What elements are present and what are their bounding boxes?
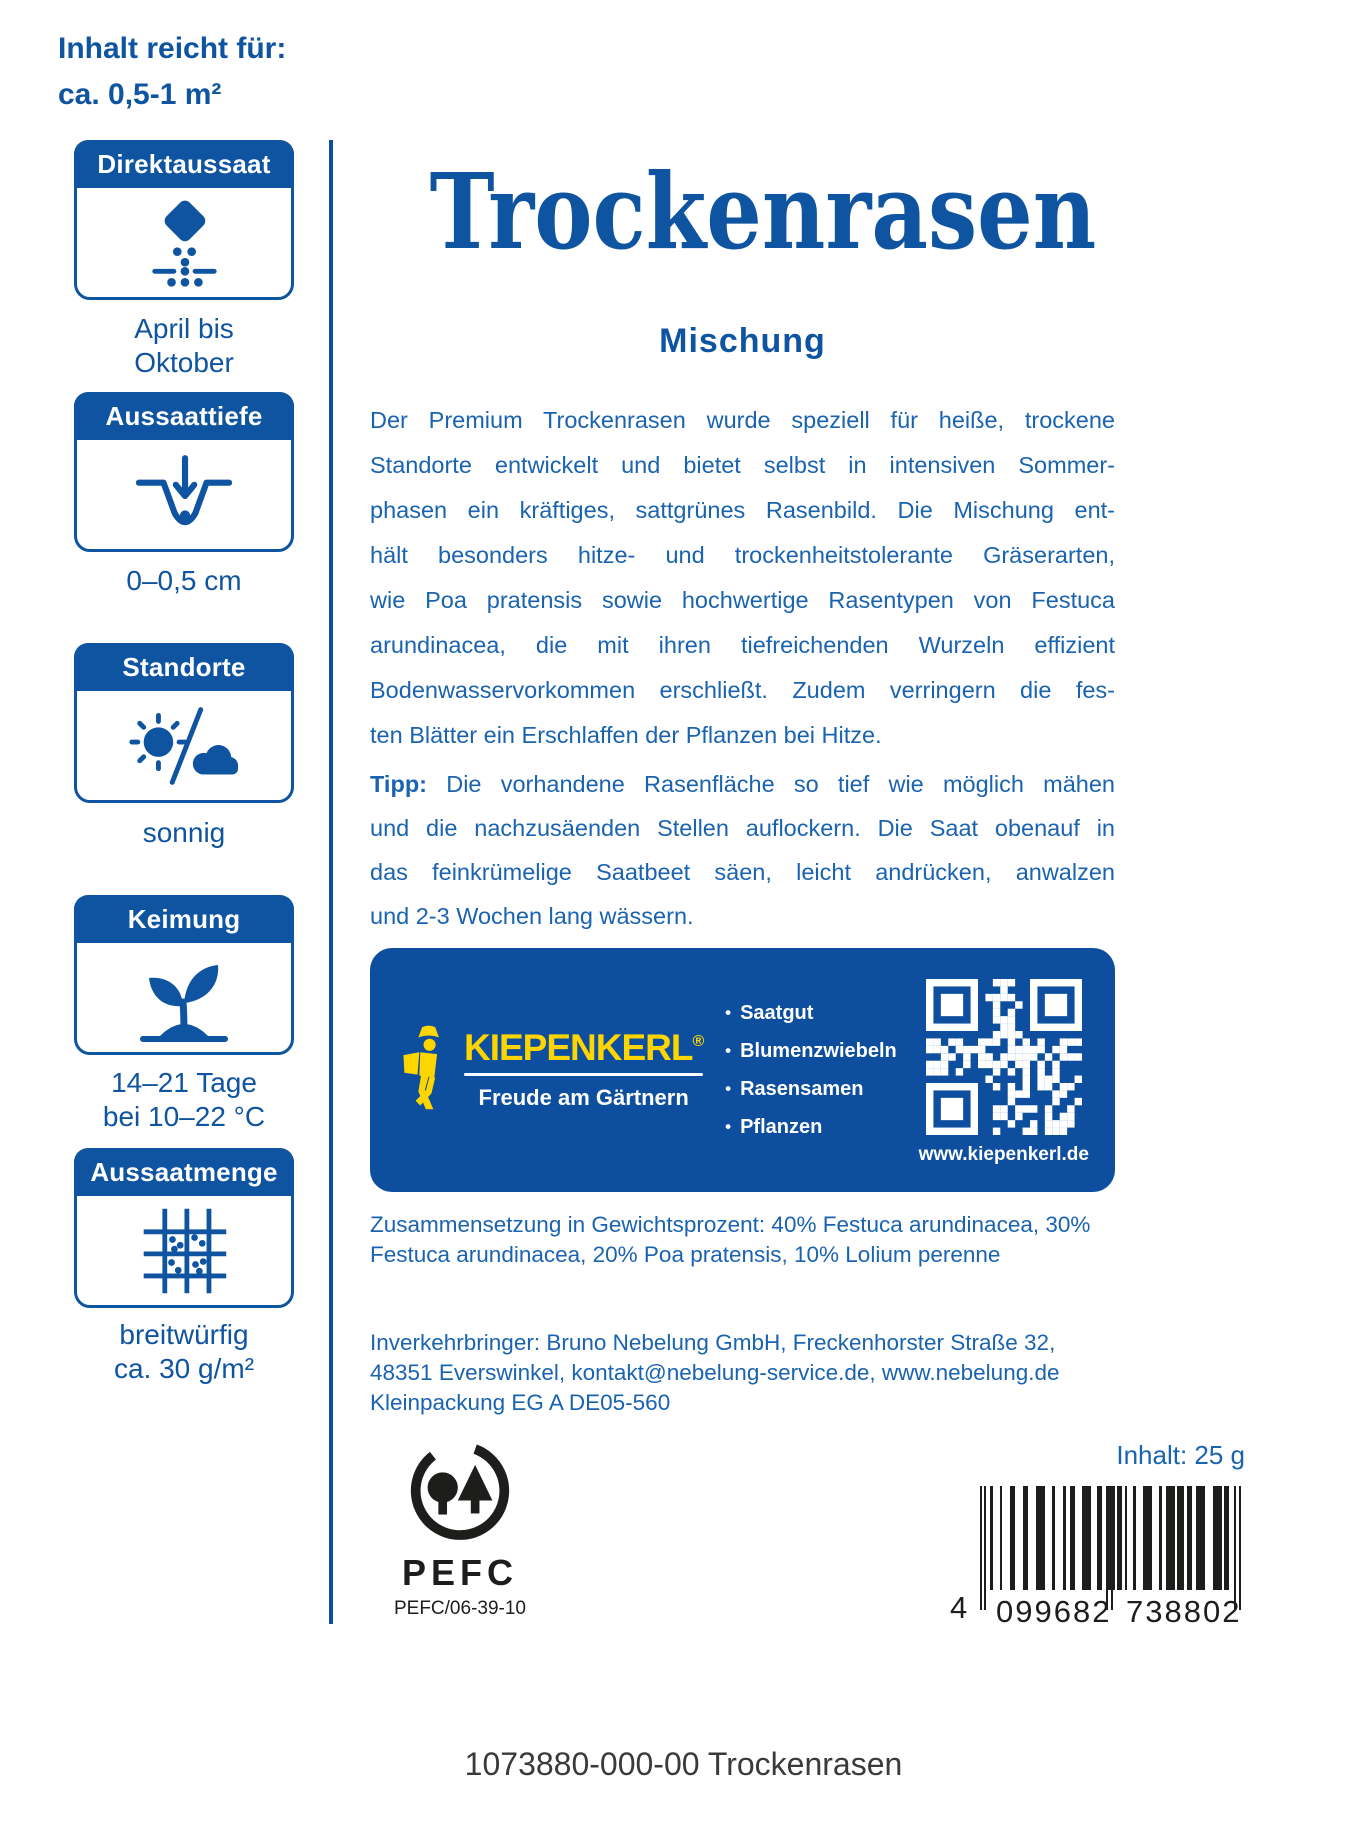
sprout-icon [77, 943, 291, 1052]
pefc-logo-icon [393, 1438, 527, 1550]
product-category-item: • Pflanzen [725, 1108, 897, 1146]
pefc-code: PEFC/06-39-10 [393, 1598, 526, 1619]
barcode-lead-digit: 4 [950, 1590, 970, 1625]
info-card-direktaussaat [74, 140, 294, 300]
product-category-item: • Rasensamen [725, 1070, 897, 1108]
kiepenkerl-logo [396, 1025, 703, 1115]
card-title-direktaussaat: Direktaussaat [74, 140, 294, 188]
card-caption-aussaattiefe: 0–0,5 cm [126, 565, 242, 596]
card-caption-direktaussaat: April bis Oktober [134, 313, 234, 378]
wordmark-underline [464, 1073, 703, 1076]
pefc-label: PEFC [401, 1552, 518, 1593]
article-number-footer: 1073880-000-00 Trockenrasen [464, 1746, 903, 1782]
product-subtitle: Mischung [659, 322, 826, 360]
description-line: wie Poa pratensis sowie hochwertige Rasentypen von Festuca [370, 587, 1115, 613]
card-caption-aussaatmenge: breitwürfig ca. 30 g/m² [113, 1319, 255, 1384]
description-line: phasen ein kräftiges, sattgrünes Rasenbild. Die Mischung ent- [370, 497, 1115, 523]
content-weight: Inhalt: 25 g [1116, 1440, 1245, 1470]
card-title-aussaattiefe: Aussaattiefe [74, 392, 294, 440]
tip-label: Tipp: [370, 771, 427, 797]
card-title-standorte: Standorte [74, 643, 294, 691]
broadcast-grid-icon [77, 1196, 291, 1305]
card-title-keimung: Keimung [74, 895, 294, 943]
description-line: Standorte entwickelt und bietet selbst in intensiven Sommer- [370, 452, 1115, 478]
info-card-standorte [74, 643, 294, 803]
product-category-list [725, 994, 897, 1146]
kiepenkerl-figure-icon [396, 1025, 452, 1115]
sun-cloud-icon [77, 691, 291, 800]
card-caption-standorte: sonnig [142, 817, 226, 848]
card-title-aussaatmenge: Aussaatmenge [74, 1148, 294, 1196]
coverage-note-line1: Inhalt reicht für: [58, 32, 287, 65]
distributor-line: 48351 Everswinkel, kontakt@nebelung-service.de, www.nebelung.de [370, 1360, 1060, 1385]
product-category-item: • Blumenzwiebeln [725, 1032, 897, 1070]
description-line: Bodenwasservorkommen erschließt. Zudem verringern die fes- [370, 677, 1115, 703]
tip-line: Tipp: Die vorhandene Rasenfläche so tief wie möglich mähen [370, 771, 1115, 797]
description-line: arundinacea, die mit ihren tiefreichenden Wurzeln effizient [370, 632, 1115, 658]
vertical-divider [329, 140, 333, 1624]
tip-paragraph [370, 762, 1115, 938]
ean-barcode [950, 1486, 1250, 1638]
description-paragraph [370, 398, 1115, 758]
distributor-line: Inverkehrbringer: Bruno Nebelung GmbH, Freckenhorster Straße 32, [370, 1330, 1056, 1355]
barcode-group2: 738802 [1126, 1594, 1242, 1629]
tip-line: das feinkrümelige Saatbeet säen, leicht andrücken, anwalzen [370, 859, 1115, 885]
product-title: Trockenrasen [429, 150, 1097, 273]
direct-sowing-icon [77, 188, 291, 297]
brand-wordmark [464, 1029, 703, 1111]
composition-text [370, 1210, 1130, 1270]
description-line: hält besonders hitze- und trockenheitstolerante Gräserarten, [370, 542, 1115, 568]
brand-tagline: Freude am Gärtnern [478, 1085, 689, 1110]
info-card-keimung [74, 895, 294, 1055]
product-category-item: • Saatgut [725, 994, 897, 1032]
registered-mark: ® [692, 1033, 704, 1050]
distributor-text [370, 1328, 1130, 1418]
sowing-depth-icon [77, 440, 291, 549]
description-line: Der Premium Trockenrasen wurde speziell für heiße, trockene [370, 407, 1115, 433]
composition-line: Zusammensetzung in Gewichtsprozent: 40% Festuca arundinacea, 30% [370, 1212, 1091, 1237]
coverage-note [58, 26, 286, 118]
info-card-aussaattiefe [74, 392, 294, 552]
brand-banner [370, 948, 1115, 1192]
qr-code-icon [926, 979, 1082, 1135]
tip-line: und 2-3 Wochen lang wässern. [370, 903, 694, 929]
info-card-aussaatmenge [74, 1148, 294, 1308]
brand-name: KIEPENKERL® [464, 1027, 704, 1068]
qr-block [919, 979, 1089, 1166]
pefc-certification [372, 1438, 548, 1620]
barcode-group1: 099682 [996, 1594, 1112, 1629]
distributor-line: Kleinpackung EG A DE05-560 [370, 1390, 671, 1415]
composition-line: Festuca arundinacea, 20% Poa pratensis, 10% Lolium perenne [370, 1242, 1001, 1267]
card-caption-keimung: 14–21 Tage bei 10–22 °C [102, 1067, 266, 1132]
website-url: www.kiepenkerl.de [918, 1143, 1089, 1165]
tip-line: und die nachzusäenden Stellen auflockern. Die Saat obenauf in [370, 815, 1115, 841]
description-line: ten Blätter ein Erschlaffen der Pflanzen bei Hitze. [370, 722, 882, 748]
coverage-note-line2: ca. 0,5-1 m² [58, 78, 222, 111]
